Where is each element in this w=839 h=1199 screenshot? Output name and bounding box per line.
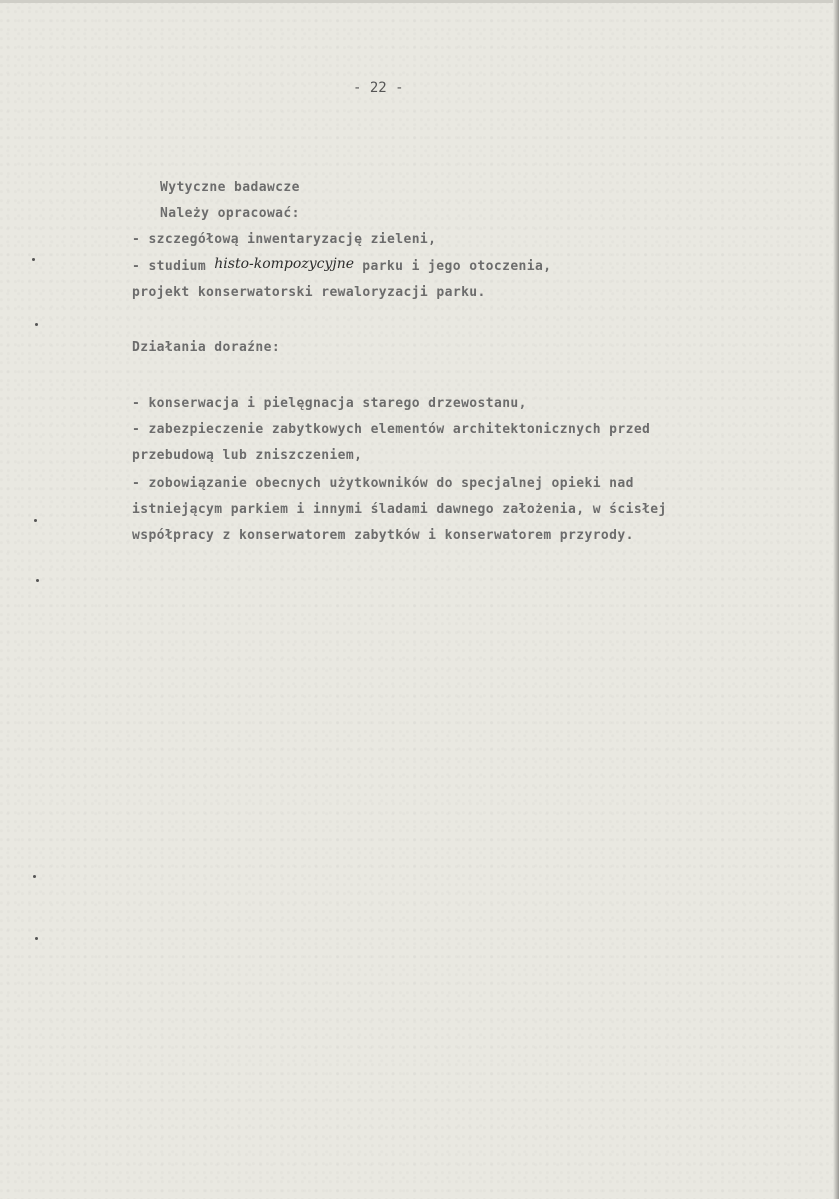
urgent-action-line: - zobowiązanie obecnych użytkowników do specjalnej opieki nad [132,476,634,491]
urgent-action-line: istniejącym parkiem i innymi śladami dawnego założenia, w ścisłej [132,502,667,517]
margin-speck [34,519,37,522]
urgent-action-line: - konserwacja i pielęgnacja starego drzewostanu, [132,396,527,411]
research-guidelines-heading: Wytyczne badawcze [160,180,300,195]
handwritten-insertion: histo-kompozycyjne [214,256,355,272]
guideline-item-study-suffix: parku i jego otoczenia, [354,259,552,274]
margin-speck [32,258,35,261]
margin-speck [33,875,36,878]
urgent-action-line: współpracy z konserwatorem zabytków i konserwatorem przyrody. [132,528,634,543]
page-top-edge [0,0,839,3]
margin-speck [35,323,38,326]
guideline-item-inventory: - szczegółową inwentaryzację zieleni, [132,232,437,247]
page-right-edge [833,0,839,1199]
urgent-action-line: - zabezpieczenie zabytkowych elementów architektonicznych przed [132,422,651,437]
research-guidelines-intro: Należy opracować: [160,206,300,221]
urgent-actions-heading: Działania doraźne: [132,340,281,355]
margin-speck [35,937,38,940]
page-number: - 22 - [353,80,404,96]
guideline-item-project: projekt konserwatorski rewaloryzacji parku. [132,285,486,300]
guideline-item-study-prefix: - studium [132,259,215,274]
guideline-item-study [132,258,551,274]
margin-speck [36,579,39,582]
urgent-action-line: przebudową lub zniszczeniem, [132,448,363,463]
